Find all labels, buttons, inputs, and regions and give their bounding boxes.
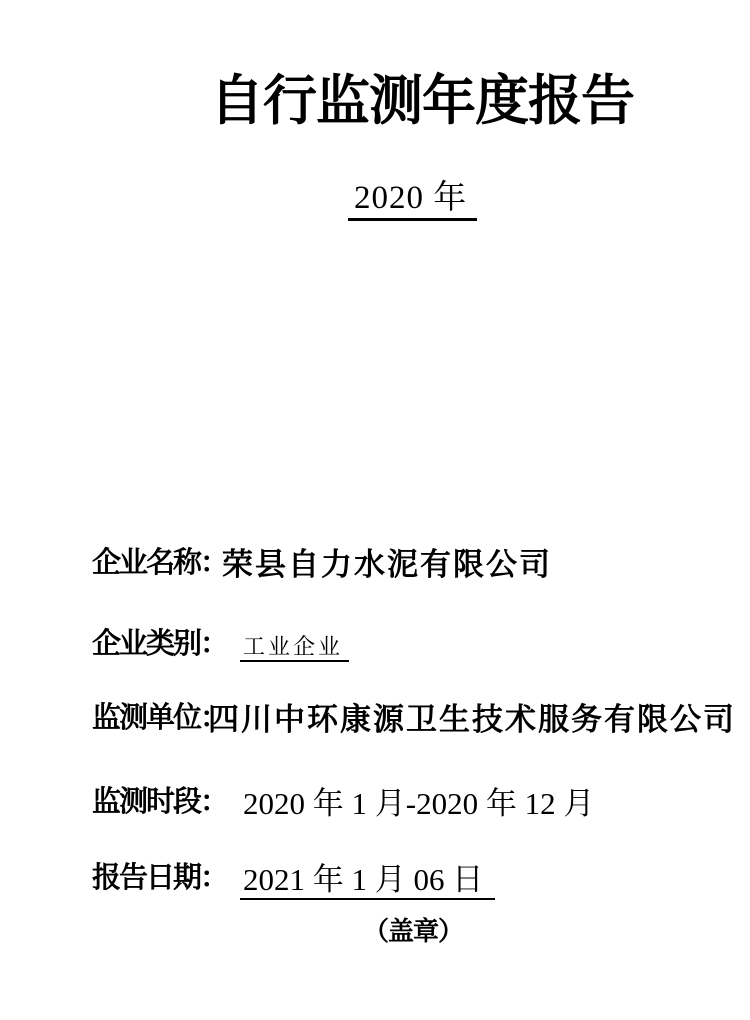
company-type-label: 企业类别： (92, 628, 228, 660)
company-type-value: 工业企业 (240, 636, 349, 662)
field-row-company-name (0, 549, 750, 589)
report-date-label: 报告日期： (92, 862, 228, 894)
field-row-monitoring-period (0, 788, 750, 828)
monitoring-period-value: 2020 年 1 月-2020 年 12 月 (243, 786, 595, 821)
document-title: 自行监测年度报告 (210, 71, 634, 131)
field-row-company-type (0, 630, 750, 670)
report-year: 2020 年 (348, 182, 477, 221)
company-name-label: 企业名称： (92, 547, 228, 579)
monitoring-unit-label: 监测单位： (92, 702, 228, 734)
report-year-line (348, 182, 477, 221)
monitoring-unit-value: 四川中环康源卫生技术服务有限公司 (208, 702, 736, 737)
field-row-monitoring-unit (0, 704, 750, 744)
report-date-value: 2021 年 1 月 06 日 (240, 864, 495, 900)
company-name-value: 荣县自力水泥有限公司 (222, 547, 552, 582)
field-row-report-date (0, 864, 750, 904)
seal-note: （盖章） (363, 917, 464, 946)
monitoring-period-label: 监测时段： (92, 786, 228, 818)
